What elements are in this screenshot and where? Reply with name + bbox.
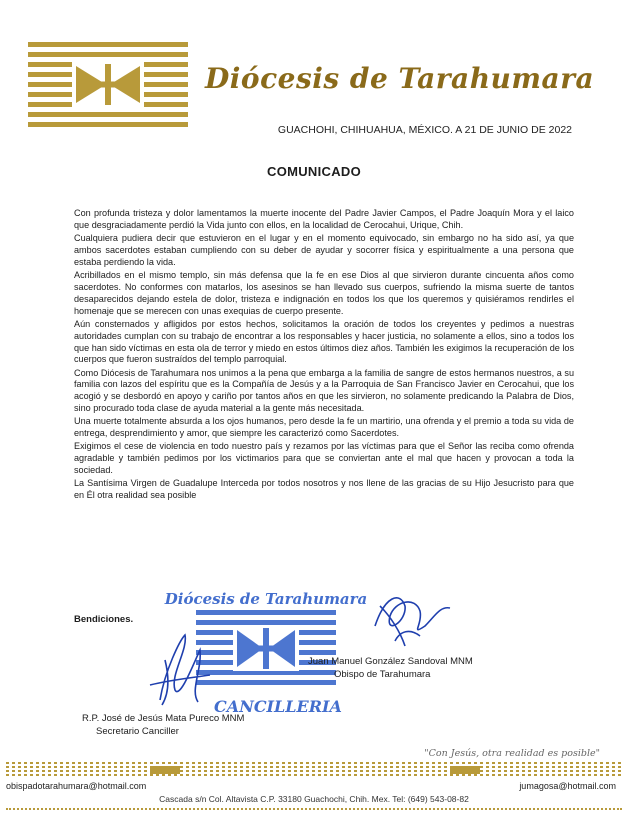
footer-motto: "Con Jesús, otra realidad es posible"	[424, 748, 600, 759]
diocese-name: Diócesis de Tarahumara	[205, 62, 595, 95]
paragraph: Como Diócesis de Tarahumara nos unimos a la pena que embarga a la familia de sangre de estos hermanos nuestros, a su familia con lazos del espíritu que es la Compañía de Jesús y a la Parroquia de San Francisco Javier en Cerocahui, que los acogió y se desbordó en apoyo y cariño por tantos años en que les sirvieron, no solamente predicando la Palabra de Dios, sino procurado toda clase de ayuda material a la gente más necesitada.	[74, 367, 574, 414]
secretary-signature-block	[82, 712, 244, 738]
paragraph: La Santísima Virgen de Guadalupe Interceda por todos nosotros y nos llene de las gracias de su Hijo Jesucristo para que en Él otra realidad sea posible	[74, 478, 574, 501]
stamp-top-text: Diócesis de Tarahumara	[164, 590, 368, 608]
document-body	[74, 208, 574, 503]
email-bishop-link[interactable]: jumagosa@hotmail.com	[519, 781, 616, 791]
bishop-signature	[365, 586, 455, 656]
secretary-signature	[140, 630, 220, 710]
paragraph: Aún consternados y afligidos por estos hechos, solicitamos la oración de todos los creyentes y pedimos a nuestras autoridades cumplan con su trabajo de encontrar a los responsables y hacer justicia, no solamente a ellos, sino a todos los que han sido víctimas en esta ola de terror y miedo en estos últimos diez años. También les exigimos la recuperación de los cuerpos que fueron sustraídos del templo parroquial.	[74, 318, 574, 365]
footer-divider	[6, 808, 622, 810]
paragraph: Exigimos el cese de violencia en todo nuestro país y rezamos por las víctimas para que el Señor las reciba como ofrenda agradable y también pedimos por los victimarios para que se conviertan ante el mal que hacen y provocan a toda la sociedad.	[74, 441, 574, 476]
bishop-signature-block	[308, 655, 473, 681]
bishop-name: Juan Manuel González Sandoval MNM	[308, 656, 473, 667]
diocese-logo	[28, 40, 188, 130]
paragraph: Acribillados en el mismo templo, sin más defensa que la fe en ese Dios al que sirvieron durante cincuenta años como sacerdotes. No conformes con matarlos, los asesinos se han llevado sus cuerpos, sufriendo la misma suerte de tantos desaparecidos dejando estela de dolor, tristeza e indignación en todos los que los queremos y quisiéramos rendirles el homenaje que se merecen con unas exequias de cuerpo presente.	[74, 269, 574, 316]
bishop-title: Obispo de Tarahumara	[334, 669, 431, 680]
secretary-title: Secretario Canciller	[96, 726, 179, 737]
email-diocese-link[interactable]: obispadotarahumara@hotmail.com	[6, 781, 147, 791]
paragraph: Cualquiera pudiera decir que estuvieron en el lugar y en el momento equivocado, sin embargo no ha sido así, ya que ambos sacerdotes estaban cumpliendo con su deber de ayudar y socorrer física y espiritualmente a una persona que estaba perdiendo la vida.	[74, 233, 574, 267]
secretary-name: R.P. José de Jesús Mata Pureco MNM	[82, 713, 245, 724]
footer-decorative-band	[0, 762, 628, 778]
footer-address: Cascada s/n Col. Altavista C.P. 33180 Guachochi, Chih. Mex. Tel: (649) 543-08-82	[159, 794, 469, 804]
place-date: GUACHOHI, CHIHUAHUA, MÉXICO. A 21 DE JUNIO DE 2022	[277, 124, 572, 136]
document-heading: COMUNICADO	[267, 164, 361, 179]
stamp-bottom-text: CANCILLERIA	[214, 697, 342, 716]
paragraph: Una muerte totalmente absurda a los ojos humanos, pero desde la fe un martirio, una ofrenda y el premio a toda su vida de entrega, desprendimiento y amor, que siempre les caracterizó como Sacerdotes.	[74, 416, 574, 439]
paragraph: Con profunda tristeza y dolor lamentamos la muerte inocente del Padre Javier Campos, el Padre Joaquín Mora y el laico que desgraciadamente perdió la Vida junto con ellos, en la localidad de Cerocahui, Urique, Chih.	[74, 208, 574, 230]
closing-blessings: Bendiciones.	[74, 614, 134, 625]
